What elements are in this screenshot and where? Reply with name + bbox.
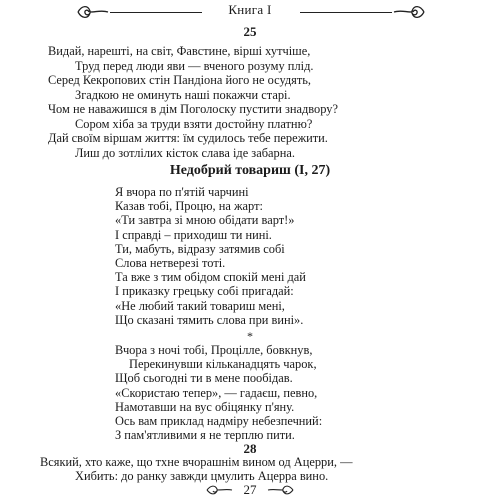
poem-line: Серед Кекропових стін Пандіона його не осудять, xyxy=(48,73,312,87)
book-title: Книга I xyxy=(228,2,272,17)
poem-line: Дай своїм віршам життя: їм судилось тебе пережити. xyxy=(48,131,328,145)
poem-line: Чом не наважишся в дім Поголоску пустити знадвору? xyxy=(48,102,338,116)
header-rule-right xyxy=(300,12,392,13)
poem-line: Хибить: до ранку завжди цмулить Ацерра вино. xyxy=(75,469,329,483)
footer-right-flourish-icon xyxy=(267,484,295,496)
poem-line: «Ти завтра зі мною обідати варт!» xyxy=(115,213,295,228)
poem-line: Всякий, хто каже, що тхне вчорашнім вином од Ацерри, — xyxy=(40,455,353,469)
poem-line: Сором хіба за труди взяти достойну платню? xyxy=(75,116,313,131)
poem-number-25: 25 xyxy=(243,24,257,39)
poem-line: Я вчора по п'ятій чарчині xyxy=(115,185,249,199)
poem-line: Ти, мабуть, відразу затямив собі xyxy=(115,241,285,256)
poem-line: Видай, нарешті, на світ, Фавстине, вірші хутчіше, xyxy=(48,44,311,58)
page-footer xyxy=(0,480,500,500)
poem-line: Що сказані тямить слова при вині». xyxy=(115,312,304,327)
poem-line: Намотавши на вус обіцянку п'яну. xyxy=(115,399,295,414)
poem-title: Недобрий товариш (I, 27) xyxy=(169,163,331,178)
right-flourish-icon xyxy=(392,3,426,21)
poem-line: Труд перед люди яви — вченого розуму плід. xyxy=(75,58,314,73)
page-number: 27 xyxy=(243,482,257,497)
poem-line: Та вже з тим обідом спокій мені дай xyxy=(115,270,306,285)
poem-line: Слова нетверезі тоті. xyxy=(115,256,226,270)
poem-line: Вчора з ночі тобі, Процілле, бовкнув, xyxy=(115,343,313,357)
poem-number-28: 28 xyxy=(243,441,257,456)
poem-line: «Скористаю тепер», — гадаєш, певно, xyxy=(115,385,318,400)
poem-line: Ось вам приклад надміру небезпечний: xyxy=(115,414,323,428)
stanza-separator: * xyxy=(247,329,253,343)
poem-line: З пам'ятливими я не терплю пити. xyxy=(115,428,295,442)
poem-line: І справді – приходиш ти нині. xyxy=(115,227,272,242)
poem-line: Перекинувши кільканадцять чарок, xyxy=(129,357,317,372)
running-header xyxy=(0,0,500,26)
poem-line: І приказку грецьку собі пригадай: xyxy=(115,284,294,299)
poem-line: Щоб сьогодні ти в мене пообідав. xyxy=(115,371,293,386)
poem-line: Казав тобі, Процю, на жарт: xyxy=(115,199,263,214)
poem-line: «Не любий такий товариш мені, xyxy=(115,298,285,313)
poem-line: Згадкою не оминуть наші покажчи старі. xyxy=(75,87,291,102)
poem-line: Лиш до зотлілих кісток слава іде забарна. xyxy=(75,145,295,160)
